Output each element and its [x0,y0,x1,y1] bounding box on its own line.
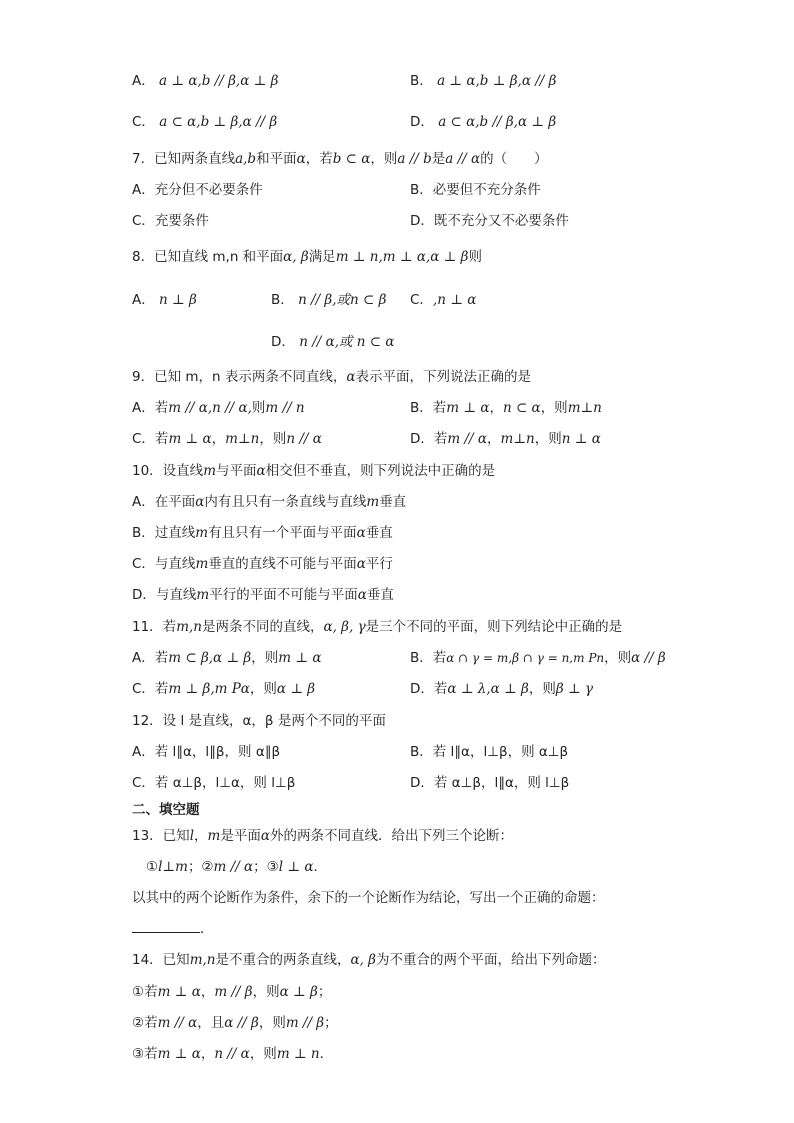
q11-stem: 11．若m,n是两条不同的直线，α, β, γ是三个不同的平面，则下列结论中正确的是 [132,619,623,635]
q12-stem: 12．设 l 是直线，α，β 是两个不同的平面 [132,713,386,729]
q6-option-b: B． a ⊥ α,b ⊥ β,α // β [410,73,557,89]
q13-claims: ①l⊥m；②m // α；③l ⊥ α． [146,859,327,875]
q6-option-d: D． a ⊂ α,b // β,α ⊥ β [410,114,557,130]
q10-option-d: D．与直线m平行的平面不可能与平面α垂直 [132,587,394,603]
q11-option-c: C．若m ⊥ β,m Pα，则α ⊥ β [132,681,316,697]
q12-option-a: A．若 l∥α，l∥β，则 α∥β [132,744,281,760]
q13-stem: 13．已知l，m是平面α外的两条不同直线．给出下列三个论断： [132,828,513,844]
q14-proposition-2: ②若m // α，且α // β，则m // β； [132,1015,338,1031]
q6-option-a: A． a ⊥ α,b // β,α ⊥ β [132,73,279,89]
section-heading-fill-in: 二、填空题 [132,802,200,818]
q11-option-b: B．若α ∩ γ = m,β ∩ γ = n,m Pn，则α // β [410,650,666,666]
q13-answer-blank[interactable]: ． [132,920,214,938]
q13-task: 以其中的两个论断作为条件，余下的一个论断作为结论，写出一个正确的命题： [132,890,605,906]
q9-stem: 9．已知 m，n 表示两条不同直线，α表示平面，下列说法正确的是 [132,369,532,385]
q8-stem: 8．已知直线 m,n 和平面α, β满足m ⊥ n,m ⊥ α,α ⊥ β则 [132,249,482,265]
q10-stem: 10．设直线m与平面α相交但不垂直，则下列说法中正确的是 [132,463,496,479]
q10-option-a: A．在平面α内有且只有一条直线与直线m垂直 [132,494,407,510]
answer-blank-line[interactable] [132,920,200,933]
q9-option-c: C．若m ⊥ α，m⊥n，则n // α [132,431,322,447]
q10-option-c: C．与直线m垂直的直线不可能与平面α平行 [132,556,393,572]
q7-option-a: A．充分但不必要条件 [132,182,263,198]
q14-proposition-1: ①若m ⊥ α，m // β，则α ⊥ β； [132,984,332,1000]
q12-option-c: C．若 α⊥β，l⊥α，则 l⊥β [132,775,296,791]
q8-option-b: B． n // β,或n ⊂ β [271,292,387,308]
q7-option-c: C．充要条件 [132,213,209,229]
q8-option-d: D． n // α,或 n ⊂ α [271,334,395,350]
q7-stem: 7．已知两条直线a,b和平面α，若b ⊂ α，则a // b是a // α的（ ） [132,151,548,167]
q12-option-d: D．若 α⊥β，l∥α，则 l⊥β [410,775,570,791]
q7-option-d: D．既不充分又不必要条件 [410,213,569,229]
q9-option-a: A．若m // α,n // α,则m // n [132,400,305,416]
q11-option-a: A．若m ⊂ β,α ⊥ β，则m ⊥ α [132,650,322,666]
q11-option-d: D．若α ⊥ λ,α ⊥ β，则β ⊥ γ [410,681,594,697]
q9-option-d: D．若m // α，m⊥n，则n ⊥ α [410,431,601,447]
q9-option-b: B．若m ⊥ α，n ⊂ α，则m⊥n [410,400,602,416]
q10-option-b: B．过直线m有且只有一个平面与平面α垂直 [132,525,393,541]
q8-option-a: A． n ⊥ β [132,292,197,308]
q14-stem: 14．已知m,n是不重合的两条直线，α, β为不重合的两个平面，给出下列命题： [132,952,606,968]
q8-option-c: C．,n ⊥ α [410,292,477,308]
q7-option-b: B．必要但不充分条件 [410,182,541,198]
q6-option-c: C． a ⊂ α,b ⊥ β,α // β [132,114,278,130]
q14-proposition-3: ③若m ⊥ α，n // α，则m ⊥ n． [132,1046,334,1062]
q12-option-b: B．若 l∥α，l⊥β，则 α⊥β [410,744,569,760]
